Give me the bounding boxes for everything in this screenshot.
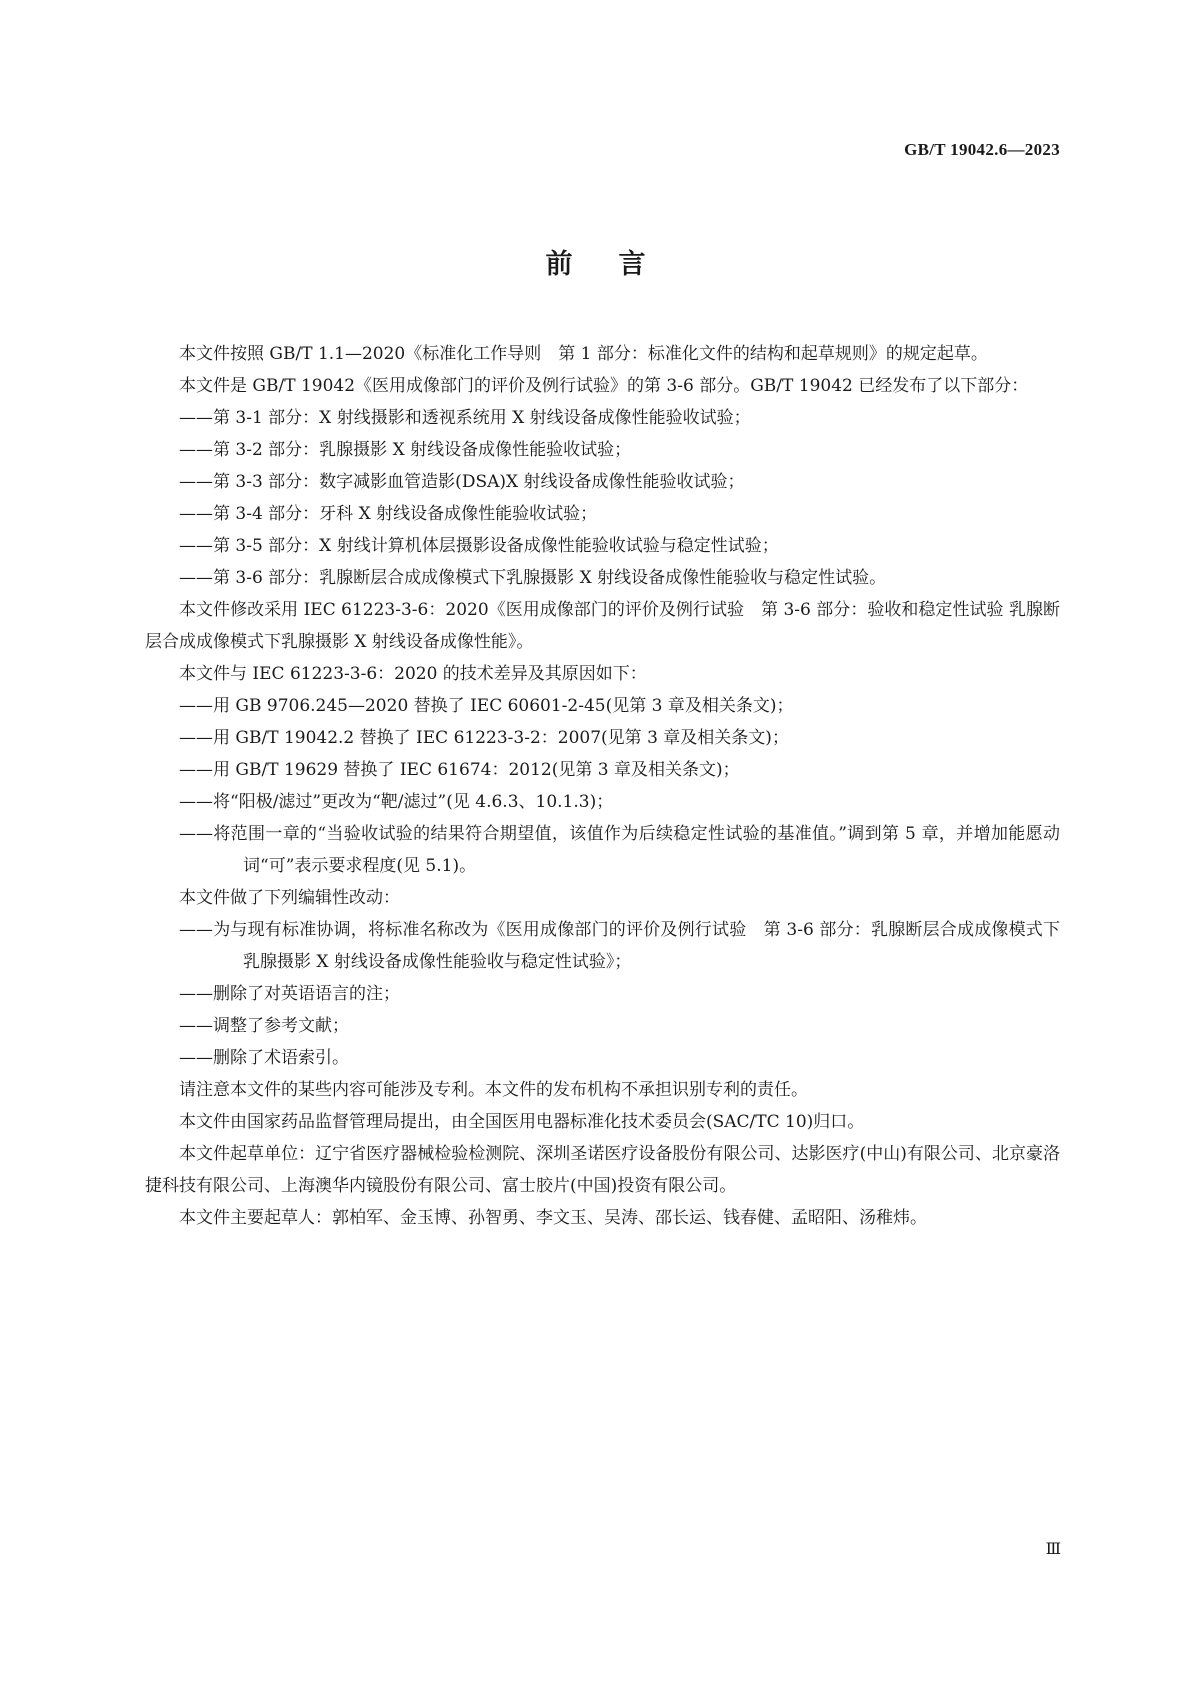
- list-item: ——第 3-4 部分：牙科 X 射线设备成像性能验收试验；: [179, 504, 598, 524]
- parts-list: [145, 402, 1060, 594]
- paragraph-editorial-intro: 本文件做了下列编辑性改动：: [179, 888, 400, 908]
- editorial-list: [145, 914, 1060, 1074]
- list-item: ——第 3-1 部分：X 射线摄影和透视系统用 X 射线设备成像性能验收试验；: [179, 408, 751, 428]
- list-item: ——第 3-5 部分：X 射线计算机体层摄影设备成像性能验收试验与稳定性试验；: [179, 536, 779, 556]
- list-item: ——用 GB 9706.245—2020 替换了 IEC 60601-2-45(见第 3 章及相关条文)；: [179, 696, 794, 716]
- foreword-body: [145, 338, 1060, 1234]
- list-item: ——删除了术语索引。: [179, 1048, 349, 1068]
- page-title: 前言: [545, 249, 692, 280]
- list-item: ——第 3-6 部分：乳腺断层合成成像模式下乳腺摄影 X 射线设备成像性能验收与稳定性试验。: [179, 568, 887, 588]
- list-item: ——将范围一章的“当验收试验的结果符合期望值，该值作为后续稳定性试验的基准值。”调到第 5 章，并增加能愿动词“可”表示要求程度(见 5.1)。: [179, 824, 1060, 876]
- document-code: GB/T 19042.6—2023: [904, 140, 1060, 159]
- list-item: ——将“阳极/滤过”更改为“靶/滤过”(见 4.6.3、10.1.3)；: [179, 792, 614, 812]
- paragraph-proposer: 本文件由国家药品监督管理局提出，由全国医用电器标准化技术委员会(SAC/TC 10)归口。: [179, 1112, 865, 1132]
- paragraph-drafters: 本文件主要起草人：郭柏军、金玉博、孙智勇、李文玉、吴涛、邵长运、钱春健、孟昭阳、汤稚炜。: [179, 1208, 927, 1228]
- page-number: Ⅲ: [1045, 1541, 1061, 1558]
- paragraph-series-intro: 本文件是 GB/T 19042《医用成像部门的评价及例行试验》的第 3-6 部分。GB/T 19042 已经发布了以下部分：: [179, 376, 1029, 396]
- list-item: ——调整了参考文献；: [179, 1016, 349, 1036]
- paragraph-drafting-rules: 本文件按照 GB/T 1.1—2020《标准化工作导则 第 1 部分：标准化文件的结构和起草规则》的规定起草。: [179, 344, 988, 364]
- differences-list: [145, 690, 1060, 882]
- list-item: ——删除了对英语语言的注；: [179, 984, 400, 1004]
- list-item: ——为与现有标准协调，将标准名称改为《医用成像部门的评价及例行试验 第 3-6 部分：乳腺断层合成成像模式下乳腺摄影 X 射线设备成像性能验收与稳定性试验》；: [179, 920, 1060, 972]
- paragraph-patent-notice: 请注意本文件的某些内容可能涉及专利。本文件的发布机构不承担识别专利的责任。: [179, 1080, 808, 1100]
- list-item: ——第 3-2 部分：乳腺摄影 X 射线设备成像性能验收试验；: [179, 440, 632, 460]
- list-item: ——用 GB/T 19629 替换了 IEC 61674：2012(见第 3 章及相关条文)；: [179, 760, 740, 780]
- list-item: ——第 3-3 部分：数字减影血管造影(DSA)X 射线设备成像性能验收试验；: [179, 472, 745, 492]
- paragraph-drafting-units: 本文件起草单位：辽宁省医疗器械检验检测院、深圳圣诺医疗设备股份有限公司、达影医疗(中山)有限公司、北京豪洛捷科技有限公司、上海澳华内镜股份有限公司、富士胶片(中国)投资有限公司。: [145, 1144, 1060, 1196]
- paragraph-differences-intro: 本文件与 IEC 61223-3-6：2020 的技术差异及其原因如下：: [179, 664, 647, 684]
- list-item: ——用 GB/T 19042.2 替换了 IEC 61223-3-2：2007(见第 3 章及相关条文)；: [179, 728, 789, 748]
- paragraph-adoption: 本文件修改采用 IEC 61223-3-6：2020《医用成像部门的评价及例行试验 第 3-6 部分：验收和稳定性试验 乳腺断层合成成像模式下乳腺摄影 X 射线设备成像性能》。: [145, 600, 1060, 652]
